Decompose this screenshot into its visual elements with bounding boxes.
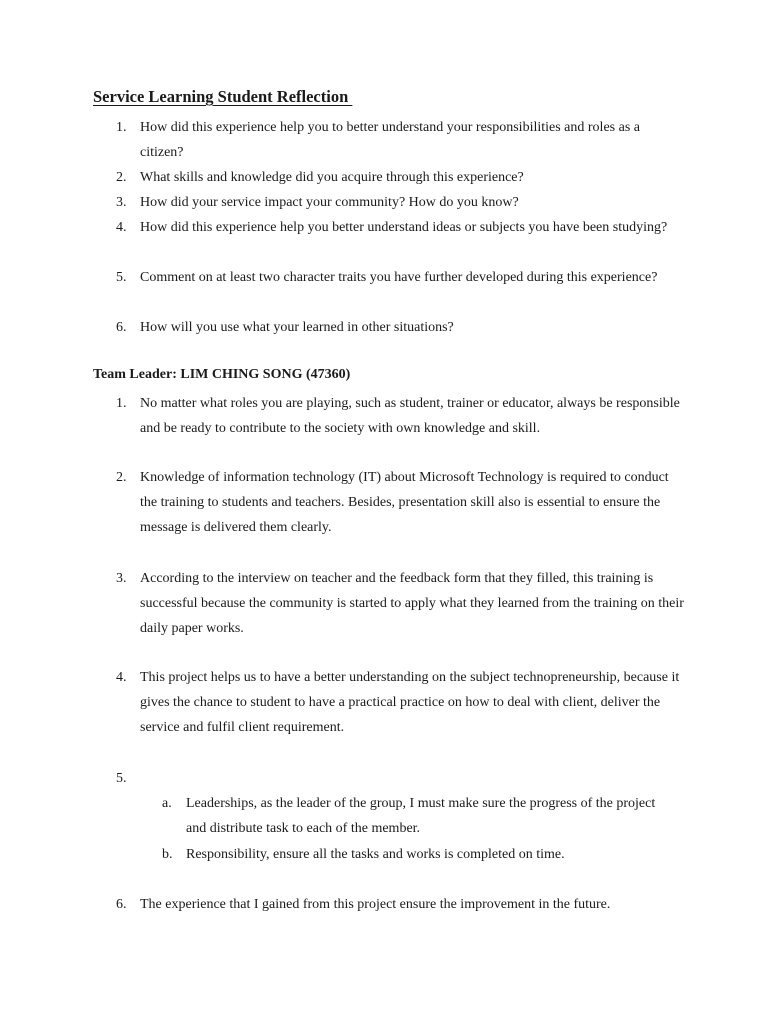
list-number: 5. — [116, 270, 127, 285]
sub-list-letter: b. — [162, 847, 173, 862]
list-number: 1. — [116, 396, 127, 411]
list-number: 2. — [116, 170, 127, 185]
list-number: 6. — [116, 320, 127, 335]
sub-list-text: Responsibility, ensure all the tasks and works is completed on time. — [186, 847, 565, 862]
list-number: 4. — [116, 670, 127, 685]
list-number: 1. — [116, 120, 127, 135]
question-text: Comment on at least two character traits you have further developed during this experience? — [140, 270, 658, 285]
response-text: No matter what roles you are playing, such as student, trainer or educator, always be responsible and be ready to contribute to the society with own knowledge and skill. — [140, 396, 680, 436]
question-text: What skills and knowledge did you acquire through this experience? — [140, 170, 524, 185]
response-text: According to the interview on teacher and the feedback form that they filled, this training is successful because the community is started to apply what they learned from the training on their daily paper works. — [140, 571, 684, 636]
response-text: This project helps us to have a better understanding on the subject technopreneurship, because it gives the chance to student to have a practical practice on how to deal with client, deliver the service and fulfil client requirement. — [140, 670, 680, 735]
team-leader-heading: Team Leader: LIM CHING SONG (47360) — [93, 367, 351, 382]
question-text: How did this experience help you better understand ideas or subjects you have been studying? — [140, 220, 668, 235]
sub-list-letter: a. — [162, 796, 172, 811]
list-number: 6. — [116, 897, 127, 912]
response-text: The experience that I gained from this project ensure the improvement in the future. — [140, 897, 611, 912]
question-text: How did this experience help you to better understand your responsibilities and roles as a citizen? — [140, 120, 640, 160]
list-number: 5. — [116, 771, 127, 786]
response-text: Knowledge of information technology (IT) about Microsoft Technology is required to conduct the training to students and teachers. Besides, presentation skill also is essential to ensure the message is delivered them clearly. — [140, 470, 669, 535]
list-number: 3. — [116, 571, 127, 586]
list-number: 3. — [116, 195, 127, 210]
list-number: 2. — [116, 470, 127, 485]
document-title: Service Learning Student Reflection — [93, 87, 353, 106]
sub-list-text: Leaderships, as the leader of the group, I must make sure the progress of the project and distribute task to each of the member. — [186, 796, 656, 836]
question-text: How will you use what your learned in other situations? — [140, 320, 454, 335]
question-text: How did your service impact your community? How do you know? — [140, 195, 519, 210]
list-number: 4. — [116, 220, 127, 235]
